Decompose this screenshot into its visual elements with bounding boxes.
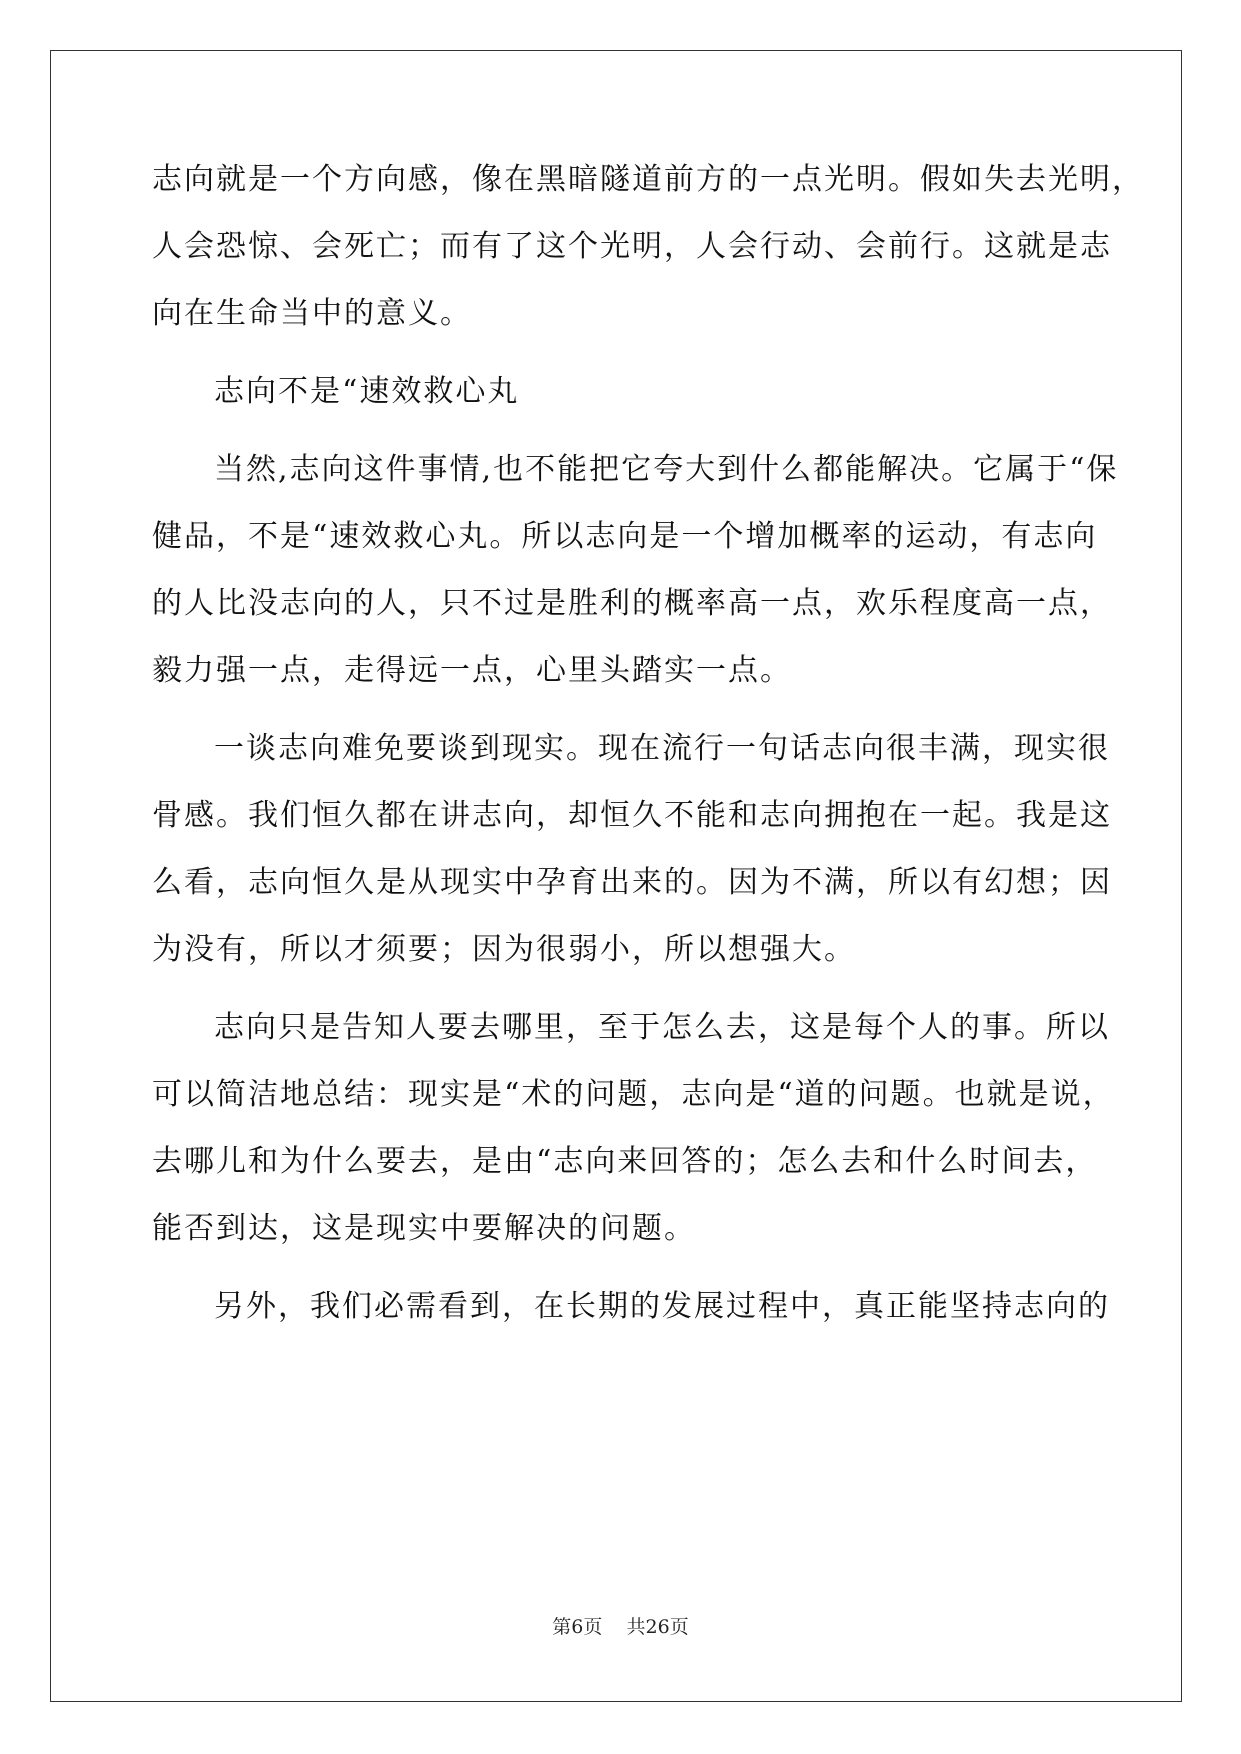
page-footer <box>0 1612 1241 1639</box>
text-line: 当然,志向这件事情,也不能把它夸大到什么都能解决。它属于“保 <box>214 452 1119 487</box>
page-number: 第6页 <box>552 1616 603 1638</box>
text-line: 能否到达，这是现实中要解决的问题。 <box>152 1211 696 1246</box>
text-line: 人会恐惊、会死亡；而有了这个光明，人会行动、会前行。这就是志 <box>152 229 1112 264</box>
paragraph-heading: 志向不是“速效救心丸 <box>214 374 520 409</box>
text-line: 的人比没志向的人，只不过是胜利的概率高一点，欢乐程度高一点， <box>152 586 1112 621</box>
text-line: 健品，不是“速效救心丸。所以志向是一个增加概率的运动，有志向 <box>152 519 1098 554</box>
text-line: 骨感。我们恒久都在讲志向，却恒久不能和志向拥抱在一起。我是这 <box>152 798 1112 833</box>
text-line: 一谈志向难免要谈到现实。现在流行一句话志向很丰满，现实很 <box>214 731 1110 766</box>
text-line: 可以简洁地总结：现实是“术的问题，志向是“道的问题。也就是说， <box>152 1077 1115 1112</box>
text-line: 志向就是一个方向感，像在黑暗隧道前方的一点光明。假如失去光明， <box>152 162 1144 197</box>
text-line: 为没有，所以才须要；因为很弱小，所以想强大。 <box>152 932 856 967</box>
text-line: 另外，我们必需看到，在长期的发展过程中，真正能坚持志向的 <box>214 1289 1110 1324</box>
text-line: 毅力强一点，走得远一点，心里头踏实一点。 <box>152 653 792 688</box>
text-line: 去哪儿和为什么要去，是由“志向来回答的；怎么去和什么时间去， <box>152 1144 1098 1179</box>
total-pages: 共26页 <box>626 1616 689 1638</box>
text-line: 志向只是告知人要去哪里，至于怎么去，这是每个人的事。所以 <box>214 1010 1110 1045</box>
text-line: 么看，志向恒久是从现实中孕育出来的。因为不满，所以有幻想；因 <box>152 865 1112 900</box>
text-line: 向在生命当中的意义。 <box>152 296 472 331</box>
